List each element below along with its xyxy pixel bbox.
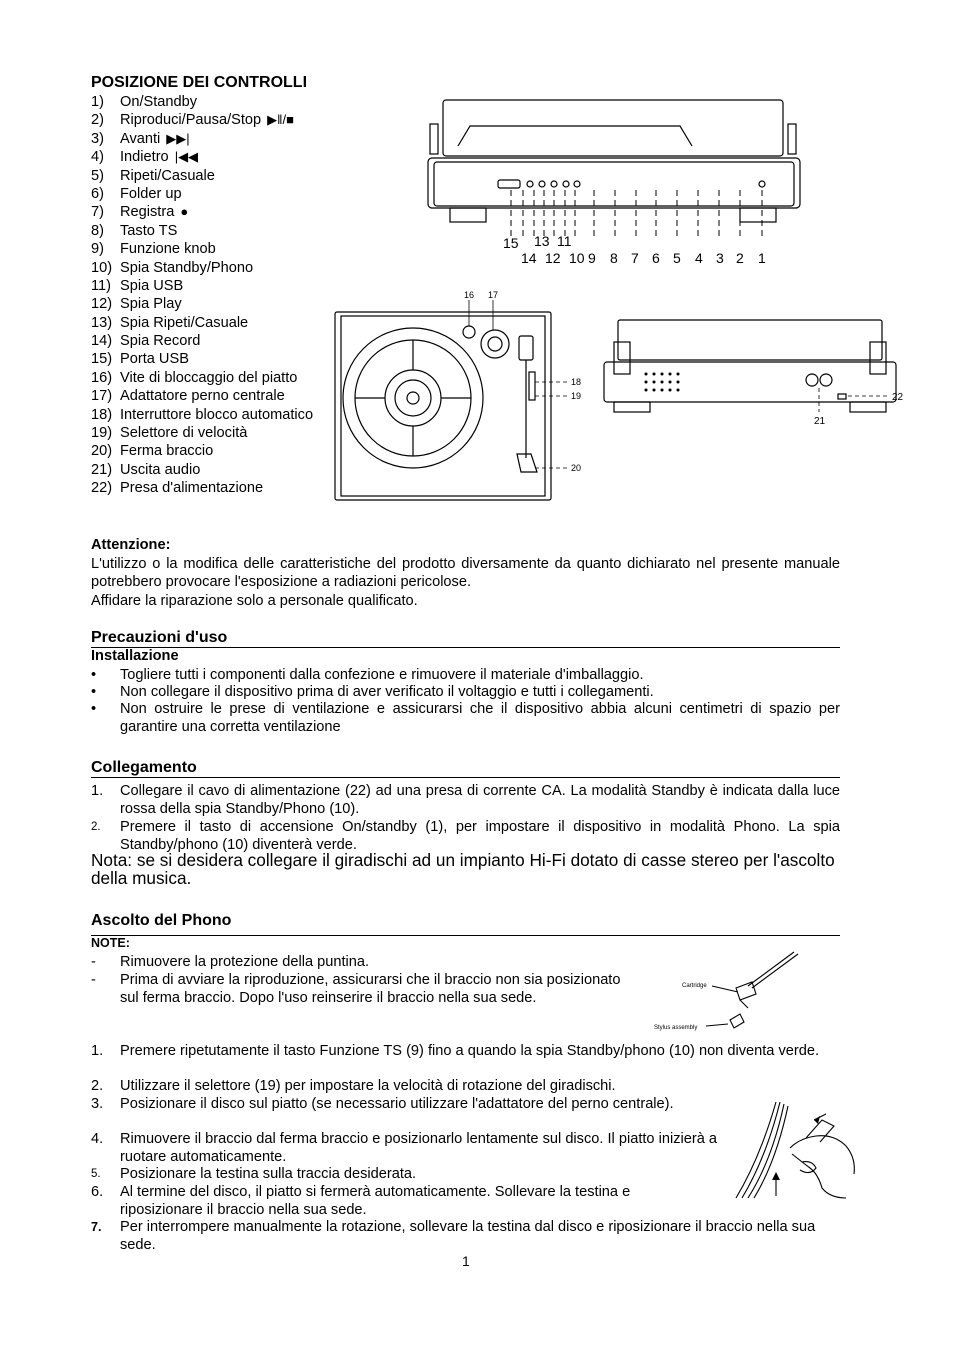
list-item: 19) Selettore di velocità — [91, 425, 248, 442]
controls-list — [91, 93, 331, 498]
list-item: 6. Al termine del disco, il piatto si fermerà automaticamente. Sollevare la testina e riposizionare il braccio nella sua sede. — [91, 1184, 631, 1218]
list-item: 16) Vite di bloccaggio del piatto — [91, 369, 298, 386]
section-heading: Collegamento — [91, 759, 197, 776]
next-track-icon: ▶▶| — [166, 130, 190, 146]
callout-label: 21 — [814, 416, 826, 427]
list-item: 2. Utilizzare il selettore (19) per impostare la velocità di rotazione del giradischi. — [91, 1078, 616, 1094]
list-item: 14) Spia Record — [91, 333, 201, 350]
page-title: POSIZIONE DEI CONTROLLI — [91, 74, 308, 91]
callout-label: 15 — [503, 235, 519, 251]
list-item: 1. Collegare il cavo di alimentazione (22) ad una presa di corrente CA. La modalità Standby è indicata dalla luce rossa della spia Standby/Phono (10). — [91, 783, 840, 817]
list-item: - Prima di avviare la riproduzione, assicurarsi che il braccio non sia posizionato sul ferma braccio. Dopo l'uso reinserire il braccio nella sua sede. — [91, 972, 621, 1006]
list-item: 20) Ferma braccio — [91, 443, 214, 460]
cartridge-diagram — [648, 950, 808, 1036]
record-dot-icon: ● — [180, 204, 189, 220]
callout-label: 13 — [534, 233, 550, 249]
list-item: • Non collegare il dispositivo prima di aver verificato il voltaggio e tutti i collegamenti. — [91, 684, 654, 700]
list-item: 17) Adattatore perno centrale — [91, 388, 285, 405]
list-item: 4. Rimuovere il braccio dal ferma braccio e posizionarlo lentamente sul disco. Il piatto inizierà a ruotare automaticamente. — [91, 1131, 718, 1165]
list-item: 21) Uscita audio — [91, 461, 201, 478]
section-rule — [91, 777, 840, 778]
list-item: 4) Indietro |◀◀ — [91, 149, 199, 166]
callout-label: 3 — [716, 250, 724, 266]
list-item: • Togliere tutti i componenti dalla confezione e rimuovere il materiale d'imballaggio. — [91, 667, 644, 683]
callout-label: 12 — [545, 250, 561, 266]
callout-label: 5 — [673, 250, 681, 266]
list-item: 1) On/Standby — [91, 94, 198, 110]
list-item: 7. Per interrompere manualmente la rotazione, sollevare la testina dal disco e riposizionare il braccio nella sua sede. — [91, 1219, 816, 1253]
callout-label: 9 — [588, 250, 596, 266]
callout-label: 11 — [557, 233, 572, 249]
list-item: 3) Avanti ▶▶| — [91, 130, 190, 147]
section-heading: Precauzioni d'uso — [91, 629, 228, 646]
list-item: - Rimuovere la protezione della puntina. — [91, 954, 370, 970]
callout-label: 8 — [610, 250, 618, 266]
list-item: • Non ostruire le prese di ventilazione e assicurarsi che il dispositivo abbia alcuni centimetri di spazio per garantire una corretta ventilazione — [91, 701, 840, 735]
list-item: 18) Interruttore blocco automatico — [91, 406, 314, 423]
page-number: 1 — [462, 1253, 470, 1269]
play-pause-stop-icon: ▶ǁ/■ — [267, 112, 294, 128]
list-item: 7) Registra ● — [91, 204, 189, 221]
list-item: 9) Funzione knob — [91, 241, 216, 258]
section-rule — [91, 647, 840, 648]
callout-label: 6 — [652, 250, 660, 266]
callout-label: 19 — [571, 391, 582, 401]
list-item: 6) Folder up — [91, 185, 182, 202]
section-rule — [91, 935, 840, 936]
callout-label: 2 — [736, 250, 744, 266]
callout-label: 20 — [571, 463, 582, 473]
section-heading: Ascolto del Phono — [91, 912, 232, 929]
warning-body-2: Affidare la riparazione solo a personale qualificato. — [91, 593, 418, 609]
callout-label: 22 — [892, 392, 904, 403]
warning-heading: Attenzione: — [91, 537, 171, 553]
connection-note: Nota: se si desidera collegare il giradischi ad un impianto Hi-Fi dotato di casse stereo per l'ascolto della musica. — [91, 850, 835, 888]
list-item: 5) Ripeti/Casuale — [91, 167, 215, 184]
hand-tonearm-illustration — [730, 1098, 860, 1202]
list-item: 1. Premere ripetutamente il tasto Funzione TS (9) fino a quando la spia Standby/phono (10) non diventa verde. — [91, 1043, 820, 1059]
stylus-label: Stylus assembly — [654, 1025, 698, 1031]
list-item: 8) Tasto TS — [91, 222, 178, 239]
top-view-diagram — [333, 288, 593, 504]
prev-track-icon: |◀◀ — [174, 149, 199, 165]
callout-label: 10 — [569, 250, 585, 266]
list-item: 22) Presa d'alimentazione — [91, 480, 264, 497]
note-label: NOTE: — [91, 936, 130, 950]
list-item: 2. Premere il tasto di accensione On/standby (1), per impostare il dispositivo in modalità Phono. La spia Standby/phono (10) diventerà verde. — [91, 819, 840, 853]
section-subheading: Installazione — [91, 648, 179, 664]
list-item: 10) Spia Standby/Phono — [91, 259, 254, 276]
callout-label: 1 — [758, 250, 766, 266]
list-item: 5. Posizionare la testina sulla traccia desiderata. — [91, 1166, 417, 1182]
list-item: 12) Spia Play — [91, 296, 182, 313]
cartridge-label: Cartridge — [682, 983, 707, 989]
callout-label: 17 — [488, 290, 499, 300]
callout-label: 7 — [631, 250, 639, 266]
callout-label: 14 — [521, 250, 537, 266]
list-item: 13) Spia Ripeti/Casuale — [91, 314, 249, 331]
warning-body: L'utilizzo o la modifica delle caratteristiche del prodotto diversamente da quanto dichiarato nel presente manuale potrebbero provocare l'esposizione a radiazioni pericolose. — [91, 556, 840, 591]
rear-view-diagram — [600, 316, 910, 430]
list-item: 3. Posizionare il disco sul piatto (se necessario utilizzare l'adattatore del perno centrale). — [91, 1096, 674, 1112]
list-item: 11) Spia USB — [91, 277, 184, 294]
callout-label: 4 — [695, 250, 703, 266]
callout-label: 16 — [464, 290, 475, 300]
front-view-diagram — [420, 96, 810, 268]
callout-label: 18 — [571, 377, 582, 387]
list-item: 15) Porta USB — [91, 351, 189, 368]
list-item: 2) Riproduci/Pausa/Stop ▶ǁ/■ — [91, 112, 294, 129]
